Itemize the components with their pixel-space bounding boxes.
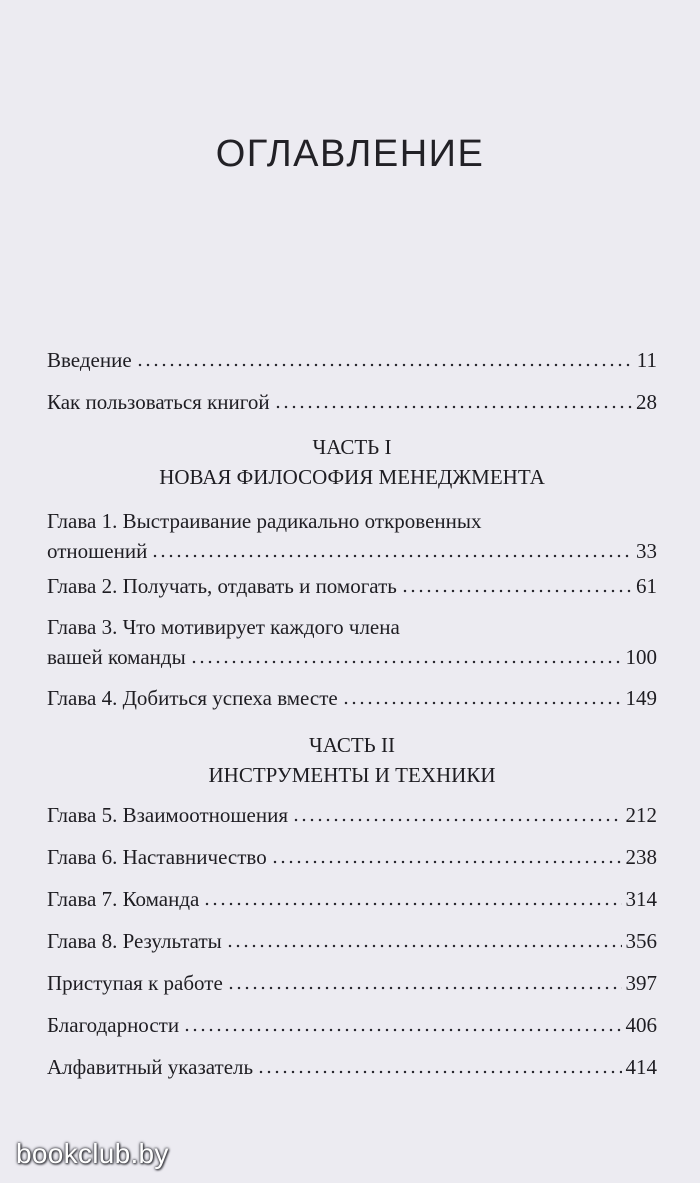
part-heading-2 <box>47 730 657 790</box>
toc-entry-page: 100 <box>625 645 657 669</box>
toc-entry-chapter-2 <box>47 571 657 601</box>
toc-entry-label: Как пользоваться книгой <box>47 390 270 414</box>
part-number: ЧАСТЬ II <box>309 733 395 757</box>
toc-entry-chapter-7 <box>47 884 657 914</box>
part-title: НОВАЯ ФИЛОСОФИЯ МЕНЕДЖМЕНТА <box>159 465 545 489</box>
dot-leader <box>271 844 622 864</box>
toc-entry-label-line1: Глава 3. Что мотивирует каждого члена <box>47 615 400 639</box>
dot-leader <box>292 802 622 822</box>
dot-leader <box>183 1012 621 1032</box>
dot-leader <box>190 644 622 664</box>
toc-entry-page: 33 <box>636 539 657 563</box>
toc-entry-label: Глава 4. Добиться успеха вместе <box>47 686 338 710</box>
toc-entry-getting-started <box>47 968 657 998</box>
dot-leader <box>342 685 622 705</box>
toc-entry-label-line2: вашей команды <box>47 645 186 669</box>
toc-entry-label: Введение <box>47 348 132 372</box>
toc-entry-page: 406 <box>625 1013 657 1037</box>
toc-entry-intro <box>47 345 657 375</box>
page-title: ОГЛАВЛЕНИЕ <box>215 133 485 175</box>
toc-entry-page: 11 <box>636 348 657 372</box>
toc-entry-chapter-8 <box>47 926 657 956</box>
toc-entry-chapter-6 <box>47 842 657 872</box>
toc-entry-label: Алфавитный указатель <box>47 1055 254 1079</box>
toc-entry-page: 356 <box>625 929 657 953</box>
toc-entry-label-line1: Глава 1. Выстраивание радикально откровенных <box>47 509 482 533</box>
toc-entry-page: 212 <box>625 803 657 827</box>
toc-entry-label: Благодарности <box>47 1013 180 1037</box>
part-title: ИНСТРУМЕНТЫ И ТЕХНИКИ <box>208 763 496 787</box>
toc-entry-label: Глава 7. Команда <box>47 887 200 911</box>
site-watermark: bookclub.by <box>16 1138 169 1169</box>
dot-leader <box>274 389 632 409</box>
toc-entry-acknowledgements <box>47 1010 657 1040</box>
toc-entry-label: Глава 6. Наставничество <box>47 845 267 869</box>
toc-entry-index <box>47 1052 657 1082</box>
dot-leader <box>203 886 621 906</box>
toc-entry-page: 314 <box>625 887 657 911</box>
toc-entry-label: Глава 8. Результаты <box>47 929 222 953</box>
toc-entry-page: 149 <box>625 686 657 710</box>
dot-leader <box>257 1054 621 1074</box>
dot-leader <box>136 347 633 367</box>
toc-entry-chapter-4 <box>47 683 657 713</box>
toc-entry-chapter-1 <box>47 506 657 566</box>
toc-entry-chapter-5 <box>47 800 657 830</box>
toc-entry-howto <box>47 387 657 417</box>
toc-entry-label: Глава 5. Взаимоотношения <box>47 803 288 827</box>
toc-entry-page: 238 <box>625 845 657 869</box>
toc-entry-page: 28 <box>636 390 657 414</box>
toc-entry-page: 61 <box>636 574 657 598</box>
toc-entry-chapter-3 <box>47 612 657 672</box>
toc-entry-label-line2: отношений <box>47 539 148 563</box>
dot-leader <box>226 928 622 948</box>
dot-leader <box>151 538 632 558</box>
toc-entry-page: 414 <box>625 1055 657 1079</box>
dot-leader <box>227 970 622 990</box>
dot-leader <box>401 573 632 593</box>
toc-entry-label: Приступая к работе <box>47 971 223 995</box>
part-heading-1 <box>47 432 657 492</box>
toc-entry-label: Глава 2. Получать, отдавать и помогать <box>47 574 397 598</box>
part-number: ЧАСТЬ I <box>312 435 392 459</box>
toc-entry-page: 397 <box>625 971 657 995</box>
